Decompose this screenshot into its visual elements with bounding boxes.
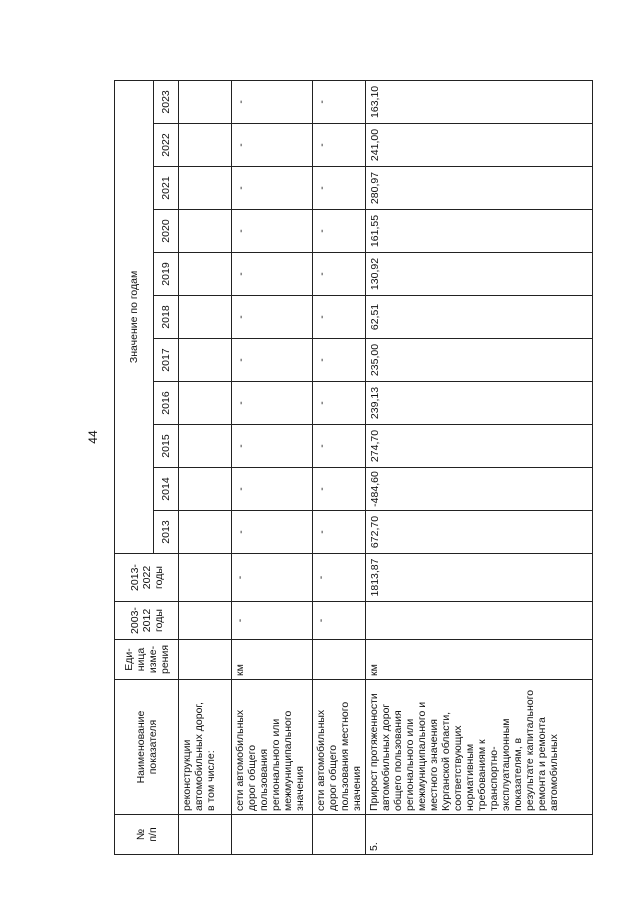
cell-value: 280,97 [366,167,593,210]
header-row [115,80,154,854]
cell-value: - [232,425,313,468]
cell-value: - [313,253,366,296]
cell-p1: - [232,602,313,640]
year-header: 2016 [154,382,179,425]
table-row [179,80,232,854]
cell-no [179,815,232,855]
cell-name: сети автомобильных дорог общего пользования местного значения [313,680,366,815]
cell-value [179,425,232,468]
cell-value: 235,00 [366,339,593,382]
cell-value: 241,00 [366,124,593,167]
col-header-period-2013-2022: 2013- 2022 годы [115,554,179,602]
cell-p2 [179,554,232,602]
cell-value [179,167,232,210]
cell-name: сети автомобильных дорог общего пользования регионального или межмуниципального значения [232,680,313,815]
cell-p1 [366,602,593,640]
year-header: 2014 [154,468,179,511]
year-header: 2021 [154,167,179,210]
year-header: 2015 [154,425,179,468]
cell-value: - [232,80,313,123]
cell-value: 239,13 [366,382,593,425]
cell-value: - [232,382,313,425]
cell-unit [179,640,232,680]
cell-no: 5. [366,815,593,855]
cell-value [179,511,232,554]
cell-value: 130,92 [366,253,593,296]
cell-value: - [313,296,366,339]
cell-value: - [313,382,366,425]
cell-value: - [313,80,366,123]
table-row [366,80,593,854]
page-number: 44 [86,430,100,444]
col-header-no: № п/п [115,815,179,855]
cell-value: - [232,210,313,253]
year-header: 2018 [154,296,179,339]
table-row [232,80,313,854]
year-header: 2022 [154,124,179,167]
cell-no [232,815,313,855]
cell-value: 274,70 [366,425,593,468]
table-row [313,80,366,854]
cell-value [179,339,232,382]
year-header: 2020 [154,210,179,253]
cell-value: - [232,296,313,339]
year-header: 2023 [154,80,179,123]
cell-value [179,382,232,425]
cell-p2: 1813,87 [366,554,593,602]
year-header: 2017 [154,339,179,382]
cell-value: 163,10 [366,80,593,123]
cell-p2: - [232,554,313,602]
cell-value: - [313,511,366,554]
cell-value: -484,60 [366,468,593,511]
cell-value: - [232,468,313,511]
cell-name: реконструкции автомобильных дорог, в том числе: [179,680,232,815]
cell-value [179,210,232,253]
cell-value: - [232,511,313,554]
cell-value: - [232,124,313,167]
cell-value [179,124,232,167]
year-header: 2013 [154,511,179,554]
cell-value [179,296,232,339]
cell-name: Прирост протяженности автомобильных дорог общего пользования регионального или межмуниципального и местного значения Курганской области, соответствующих нормативным требованиям к транспортно-эксплуатационным показателям, в результате капитального ремонта и ремонта автомобильных [366,680,593,815]
cell-p2: - [313,554,366,602]
col-header-unit: Еди- ница изме- рения [115,640,179,680]
cell-value: - [232,253,313,296]
col-header-name: Наименование показателя [115,680,179,815]
cell-value: - [313,468,366,511]
cell-value: 161,55 [366,210,593,253]
cell-value [179,80,232,123]
cell-value: - [313,124,366,167]
cell-value [179,468,232,511]
cell-value: - [232,167,313,210]
cell-unit: км [232,640,313,680]
cell-p1 [179,602,232,640]
cell-value: - [313,210,366,253]
cell-value: - [313,167,366,210]
rotated-table-wrapper [114,85,614,855]
cell-no [313,815,366,855]
cell-value: 672,70 [366,511,593,554]
cell-value: - [232,339,313,382]
cell-value: 62,51 [366,296,593,339]
cell-unit: км [366,640,593,680]
indicator-table [114,80,593,855]
cell-value [179,253,232,296]
year-header: 2019 [154,253,179,296]
cell-unit [313,640,366,680]
col-header-period-2003-2012: 2003- 2012 годы [115,602,179,640]
cell-value: - [313,425,366,468]
col-header-values-by-year: Значение по годам [115,80,154,553]
cell-p1: - [313,602,366,640]
cell-value: - [313,339,366,382]
